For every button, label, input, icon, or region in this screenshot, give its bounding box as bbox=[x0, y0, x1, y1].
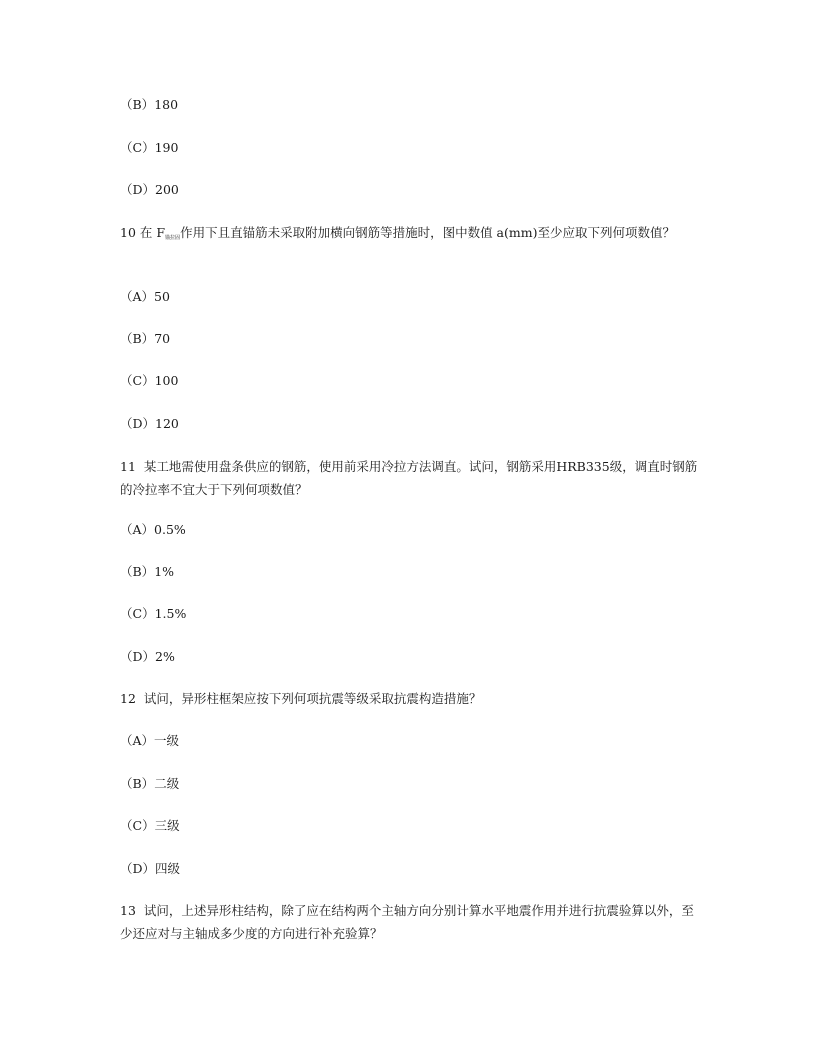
option-text: 2% bbox=[155, 649, 175, 664]
option-text: 三级 bbox=[154, 818, 180, 833]
question-number: 13 bbox=[120, 903, 136, 918]
q10-option-b bbox=[120, 331, 170, 347]
option-label: （A） bbox=[120, 522, 155, 537]
question-13 bbox=[120, 899, 700, 945]
option-b bbox=[120, 97, 178, 113]
q11-option-a bbox=[120, 522, 186, 538]
option-label: （B） bbox=[120, 564, 155, 579]
option-label: （D） bbox=[120, 649, 156, 664]
option-text: 100 bbox=[154, 373, 179, 388]
option-text: 0.5% bbox=[154, 522, 186, 537]
option-text: 70 bbox=[154, 331, 171, 346]
question-text: 试问，上述异形柱结构，除了应在结构两个主轴方向分别计算水平地震作用并进行抗震验算以外，至少还应对与主轴成多少度的方向进行补充验算？ bbox=[120, 903, 694, 941]
question-text: 试问，异形柱框架应按下列何项抗震等级采取抗震构造措施？ bbox=[143, 691, 482, 706]
question-10 bbox=[120, 221, 700, 250]
option-text: 120 bbox=[155, 416, 179, 431]
option-d bbox=[120, 182, 179, 198]
q12-option-d bbox=[120, 861, 180, 877]
q11-option-c bbox=[120, 606, 186, 622]
option-label: （A） bbox=[120, 289, 155, 304]
option-text: 200 bbox=[155, 182, 179, 197]
option-c bbox=[120, 140, 178, 156]
question-text: 某工地需使用盘条供应的钢筋，使用前采用冷拉方法调直。试问，钢筋采用HRB335级，调直时钢筋的冷拉率不宜大于下列何项数值？ bbox=[120, 459, 698, 497]
question-11 bbox=[120, 455, 700, 501]
option-label: （C） bbox=[120, 140, 155, 155]
option-label: （D） bbox=[120, 416, 156, 431]
question-12 bbox=[120, 691, 481, 707]
option-label: （C） bbox=[120, 373, 155, 388]
option-text: 二级 bbox=[154, 776, 180, 791]
force-subscript: 锚拉固 bbox=[165, 235, 181, 241]
option-label: （B） bbox=[120, 331, 155, 346]
question-number: 12 bbox=[120, 691, 136, 706]
option-text: 190 bbox=[154, 140, 179, 155]
q11-option-d bbox=[120, 649, 175, 665]
question-number: 11 bbox=[120, 459, 136, 474]
option-label: （B） bbox=[120, 776, 155, 791]
q12-option-a bbox=[120, 733, 179, 749]
option-text: 1% bbox=[154, 564, 175, 579]
option-label: （C） bbox=[120, 818, 155, 833]
option-text: 一级 bbox=[154, 733, 180, 748]
q10-option-d bbox=[120, 416, 179, 432]
q11-option-b bbox=[120, 564, 174, 580]
option-text: 1.5% bbox=[154, 606, 187, 621]
option-label: （B） bbox=[120, 97, 155, 112]
option-text: 四级 bbox=[155, 861, 181, 876]
option-label: （D） bbox=[120, 182, 156, 197]
question-text-pre: 在 F bbox=[139, 225, 166, 240]
option-label: （A） bbox=[120, 733, 155, 748]
q12-option-c bbox=[120, 818, 180, 834]
q10-option-a bbox=[120, 289, 170, 305]
q12-option-b bbox=[120, 776, 179, 792]
q10-option-c bbox=[120, 373, 178, 389]
question-text: 作用下且直锚筋未采取附加横向钢筋等措施时，图中数值 a(mm)至少应取下列何项数值？ bbox=[180, 225, 675, 240]
option-text: 50 bbox=[154, 289, 170, 304]
option-label: （D） bbox=[120, 861, 156, 876]
question-number: 10 bbox=[120, 225, 136, 240]
option-label: （C） bbox=[120, 606, 155, 621]
option-text: 180 bbox=[154, 97, 179, 112]
